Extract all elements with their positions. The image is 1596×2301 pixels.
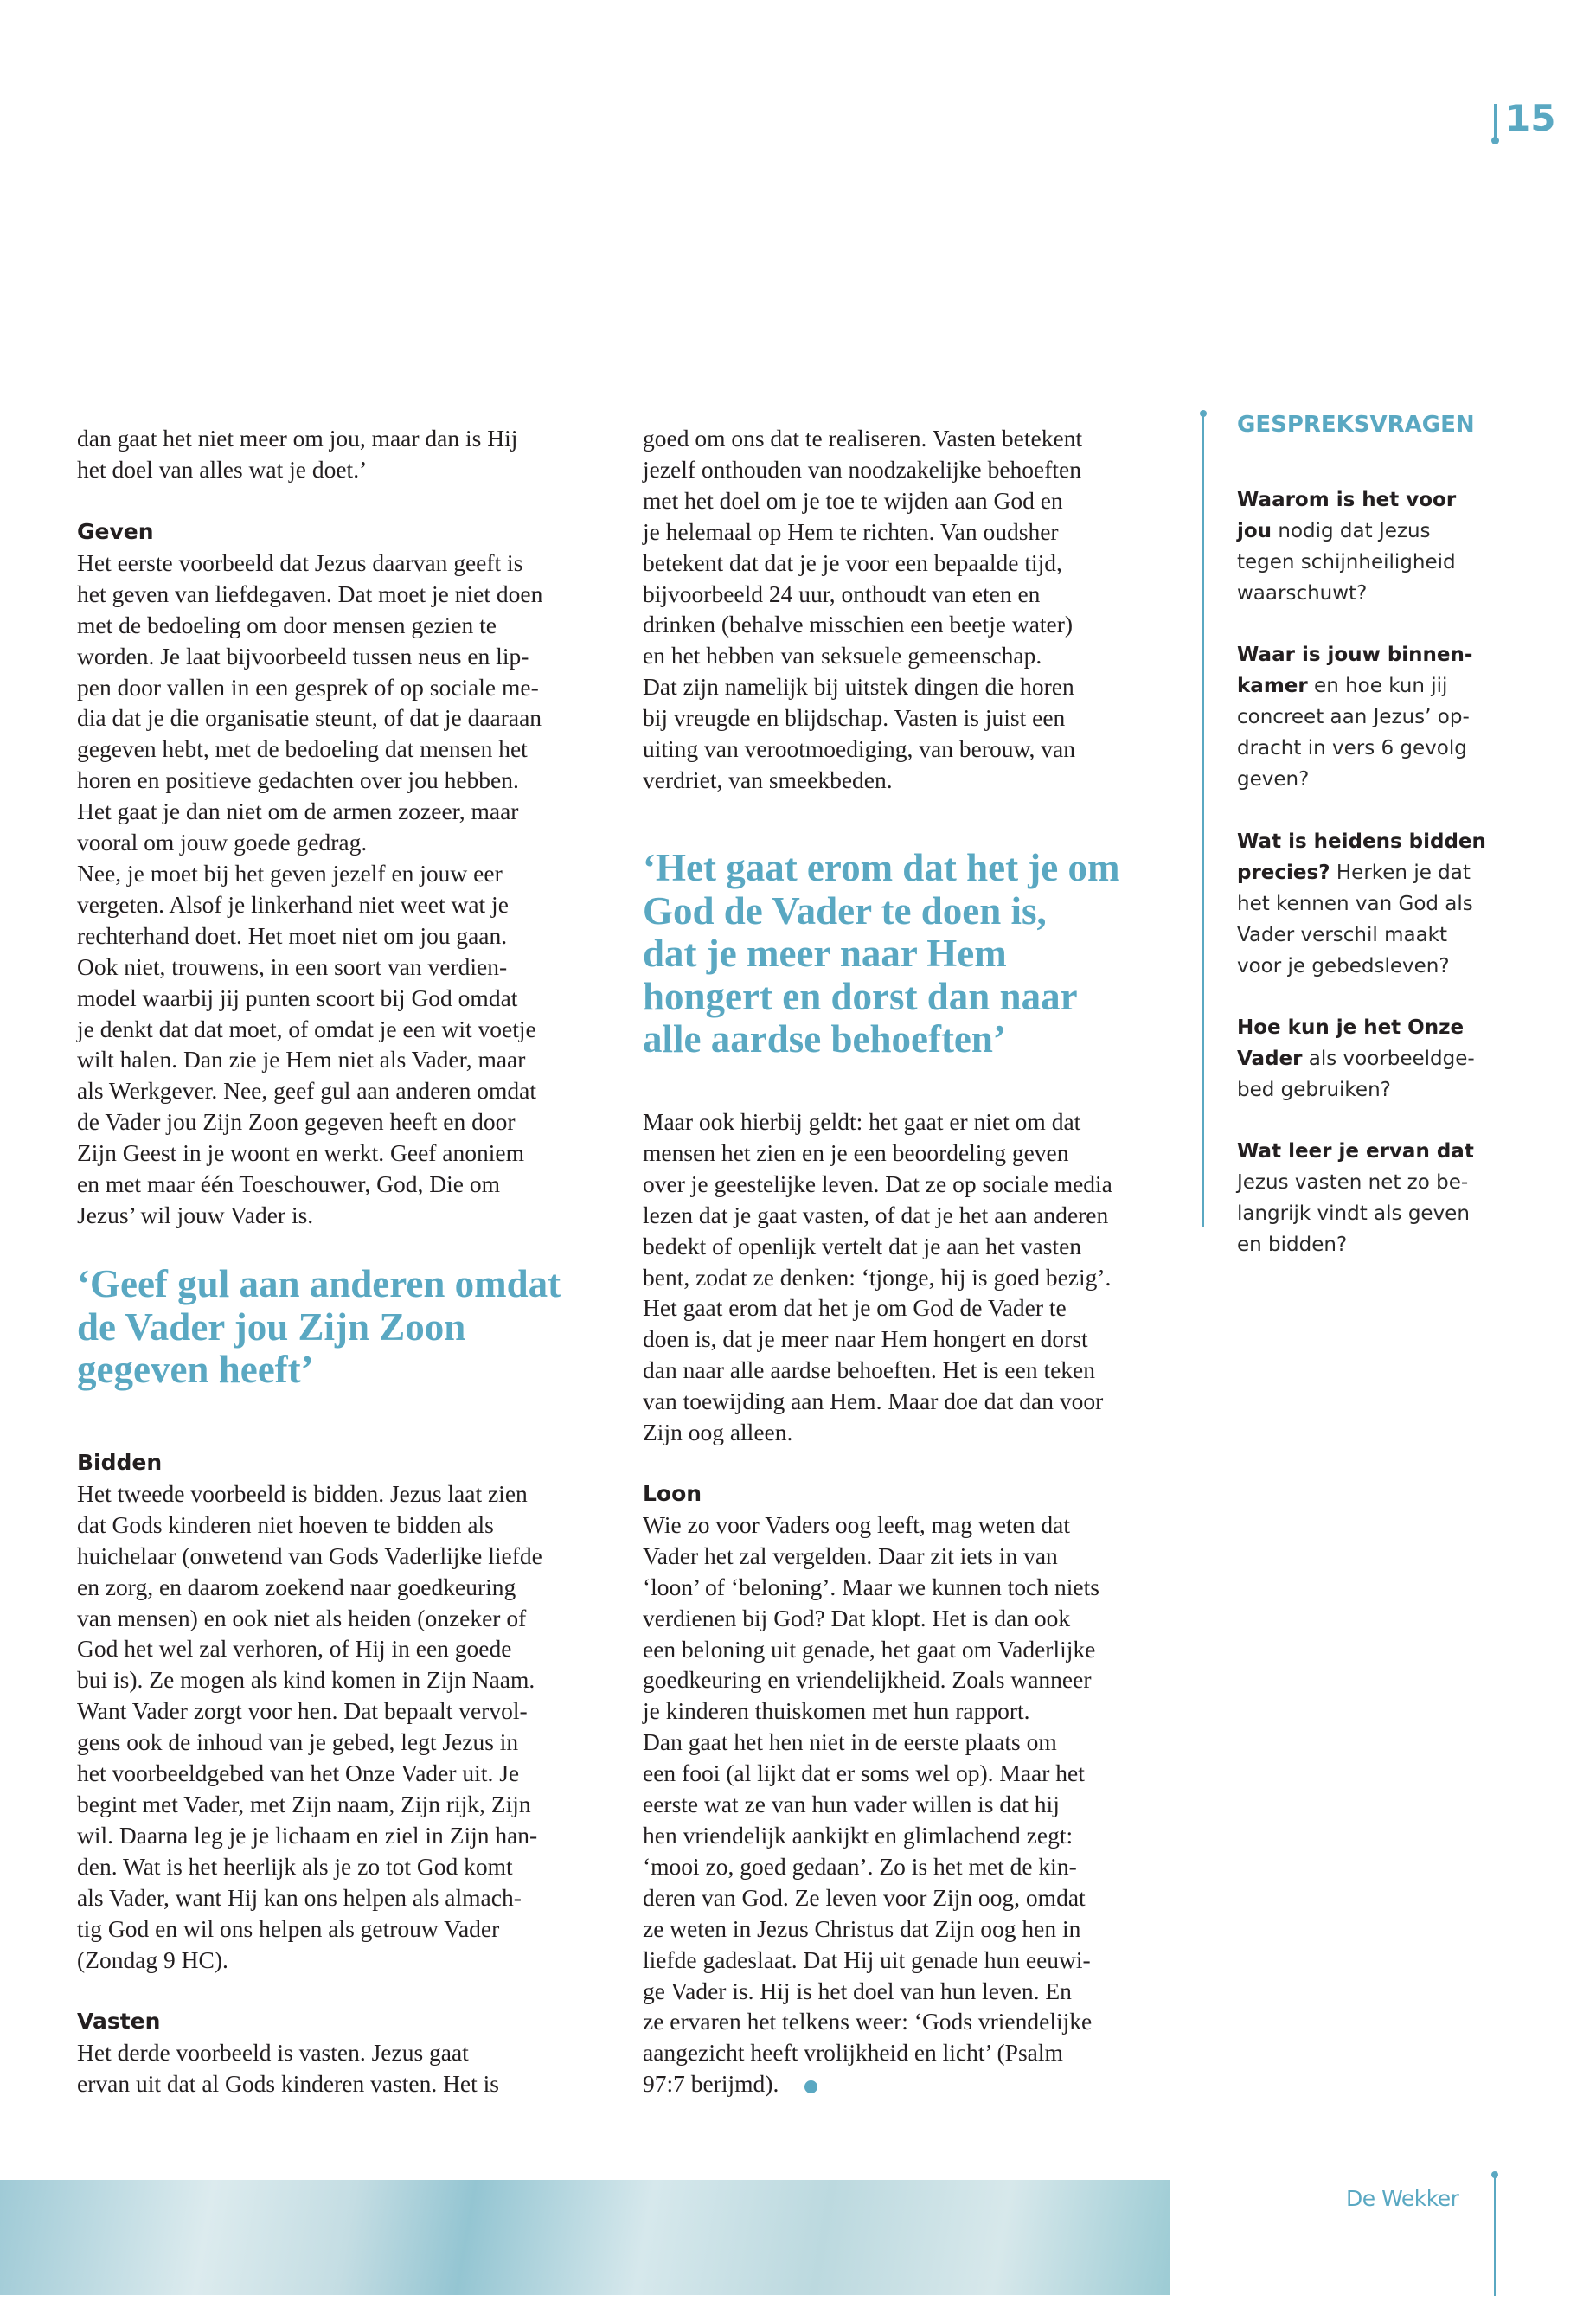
sidebar-rule (1202, 413, 1204, 1227)
section-heading-vasten: Vasten (77, 2009, 161, 2034)
question-5-lead: Wat leer je ervan dat (1237, 1140, 1474, 1163)
question-4 (1237, 1013, 1514, 1106)
section-bidden (77, 1447, 542, 1975)
question-2-lead: Waar is jouw binnen- kamer (1237, 644, 1473, 697)
question-3 (1237, 827, 1514, 983)
question-5 (1237, 1137, 1514, 1261)
section-body-geven: Het eerste voorbeeld dat Jezus daarvan geeft is het geven van liefdegaven. Dat moet je niet doen met de bedoeling om door mensen gezien te worden. Je laat bijvoorbeeld tussen neus en lip- pen door vallen in een gesprek of op sociale me- dia dat je die organisatie steunt, of dat je daaraan gegeven hebt, met de bedoeling dat mensen het horen en positieve gedachten over jou hebben. Het gaat je dan niet om de armen zozeer, maar vooral om jouw goede gedrag. Nee, je moet bij het geven jezelf en jouw eer vergeten. Alsof je linkerhand niet weet wat je rechterhand doet. Het moet niet om jou gaan. Ook niet, trouwens, in een soort van verdien- model waarbij jij punten scoort bij God omdat je denkt dat dat moet, of omdat je een wit voetje wilt halen. Dan zie je Hem niet als Vader, maar als Werkgever. Nee, geef gul aan anderen omdat de Vader jou Zijn Zoon gegeven heeft en door Zijn Geest in je woont en werkt. Geef anoniem en met maar één Toeschouwer, God, Die om Jezus’ wil jouw Vader is. (77, 548, 543, 1228)
col2-paragraph: Maar ook hierbij geldt: het gaat er niet om dat mensen het zien en je een beoordeling geven over je geestelijke leven. Dat ze op sociale media lezen dat je gaat vasten, of dat je het aan anderen bedekt of openlijk vertelt dat je aan het vasten bent, zodat ze denken: ‘tjonge, hij is goed bezig’. Het gaat erom dat het je om God de Vader te doen is, dat je meer naar Hem hongert en dorst dan naar alle aardse behoeften. Het is een teken van toewijding aan Hem. Maar doe dat dan voor Zijn oog alleen. (643, 1108, 1112, 1446)
page-number: 15 (1505, 97, 1556, 139)
question-2-text: en hoe kun jij concreet aan Jezus’ op- dracht in vers 6 gevolg geven? (1237, 674, 1470, 791)
publication-name: De Wekker (1346, 2186, 1459, 2211)
col2-intro-paragraph: goed om ons dat te realiseren. Vasten betekent jezelf onthouden van noodzakelijke behoeften met het doel om je toe te wijden aan God en je helemaal op Hem te richten. Van oudsher betekent dat dat je je voor een bepaalde tijd, bijvoorbeeld 24 uur, onthoudt van eten en drinken (behalve misschien een beetje water) en het hebben van seksuele gemeenschap. Dat zijn namelijk bij uitstek dingen die horen bij vreugde en blijdschap. Vasten is juist een uiting van verootmoediging, van berouw, van verdriet, van smeekbeden. (643, 425, 1083, 793)
section-vasten (77, 2006, 499, 2099)
sidebar-rule-dot (1200, 410, 1207, 417)
question-1-text: nodig dat Jezus tegen schijnheiligheid waarschuwt? (1237, 519, 1456, 605)
section-heading-geven: Geven (77, 519, 154, 544)
question-4-lead: Hoe kun je het Onze Vader (1237, 1016, 1465, 1070)
section-heading-loon: Loon (643, 1481, 702, 1506)
sidebar-title: GESPREKSVRAGEN (1237, 412, 1475, 438)
section-loon (643, 1478, 1099, 2099)
section-body-loon: Wie zo voor Vaders oog leeft, mag weten dat Vader het zal vergelden. Daar zit iets in van ‘loon’ of ‘beloning’. Maar we kunnen toch niets verdienen bij God? Dat klopt. Het is dan ook een beloning uit genade, het gaat om Vaderlijke goedkeuring en vriendelijkheid. Zoals wanneer je kinderen thuiskomen met hun rapport. Dan gaat het hen niet in de eerste plaats om een fooi (al lijkt dat er soms wel op). Maar het eerste wat ze van hun vader willen is dat hij hen vriendelijk aankijkt en glimlachend zegt: ‘mooi zo, goed gedaan’. Zo is het met de kin- deren van God. Ze leven voor Zijn oog, omdat ze weten in Jezus Christus dat Zijn oog hen in liefde gadeslaat. Dat Hij uit genade hun eeuwi- ge Vader is. Hij is het doel van hun leven. En ze ervaren het telkens weer: ‘Gods vriendelijke aangezicht heeft vrolijkheid en licht’ (Psalm 97:7 berijmd). (643, 1510, 1099, 2098)
question-5-text: Jezus vasten net zo be- langrijk vindt als geven en bidden? (1237, 1170, 1470, 1256)
pull-quote-1: ‘Geef gul aan anderen omdat de Vader jou Zijn Zoon gegeven heeft’ (77, 1262, 561, 1391)
question-1 (1237, 485, 1514, 610)
section-body-bidden: Het tweede voorbeeld is bidden. Jezus laat zien dat Gods kinderen niet hoeven te bidden als huichelaar (onwetend van Gods Vaderlijke liefde en zorg, en daarom zoekend naar goedkeuring van mensen) en ook niet als heiden (onzeker of God het wel zal verhoren, of Hij in een goede bui is). Ze mogen als kind komen in Zijn Naam. Want Vader zorgt voor hen. Dat bepaalt vervol- gens ook de inhoud van je gebed, legt Jezus in het voorbeeldgebed van het Onze Vader uit. Je begint met Vader, met Zijn naam, Zijn rijk, Zijn wil. Daarna leg je je lichaam en ziel in Zijn han- den. Wat is het heerlijk als je zo tot God komt als Vader, want Hij kan ons helpen als almach- tig God en wil ons helpen als getrouw Vader (Zondag 9 HC). (77, 1479, 542, 1973)
col1-intro-paragraph: dan gaat het niet meer om jou, maar dan is Hij het doel van alles wat je doet.’ (77, 425, 518, 483)
question-3-text: Herken je dat het kennen van God als Vader verschil maakt voor je gebedsleven? (1237, 861, 1473, 977)
section-heading-bidden: Bidden (77, 1450, 163, 1475)
footer-sky-banner (0, 2180, 1170, 2295)
question-3-lead: Wat is heidens bidden precies? (1237, 830, 1486, 884)
pull-quote-2: ‘Het gaat erom dat het je om God de Vader te doen is, dat je meer naar Hem hongert en dorst dan naar alle aardse behoeften’ (643, 846, 1120, 1061)
section-body-vasten: Het derde voorbeeld is vasten. Jezus gaat ervan uit dat al Gods kinderen vasten. Het is (77, 2038, 499, 2097)
question-4-text: als voorbeeldge- bed gebruiken? (1237, 1047, 1475, 1101)
end-mark-dot (804, 2080, 817, 2093)
question-1-lead: Waarom is het voor jou (1237, 489, 1457, 542)
section-geven (77, 516, 542, 1231)
page-number-rule-dot (1491, 137, 1499, 144)
footer-rule (1494, 2175, 1496, 2296)
question-2 (1237, 640, 1514, 796)
footer-rule-dot (1491, 2171, 1498, 2178)
